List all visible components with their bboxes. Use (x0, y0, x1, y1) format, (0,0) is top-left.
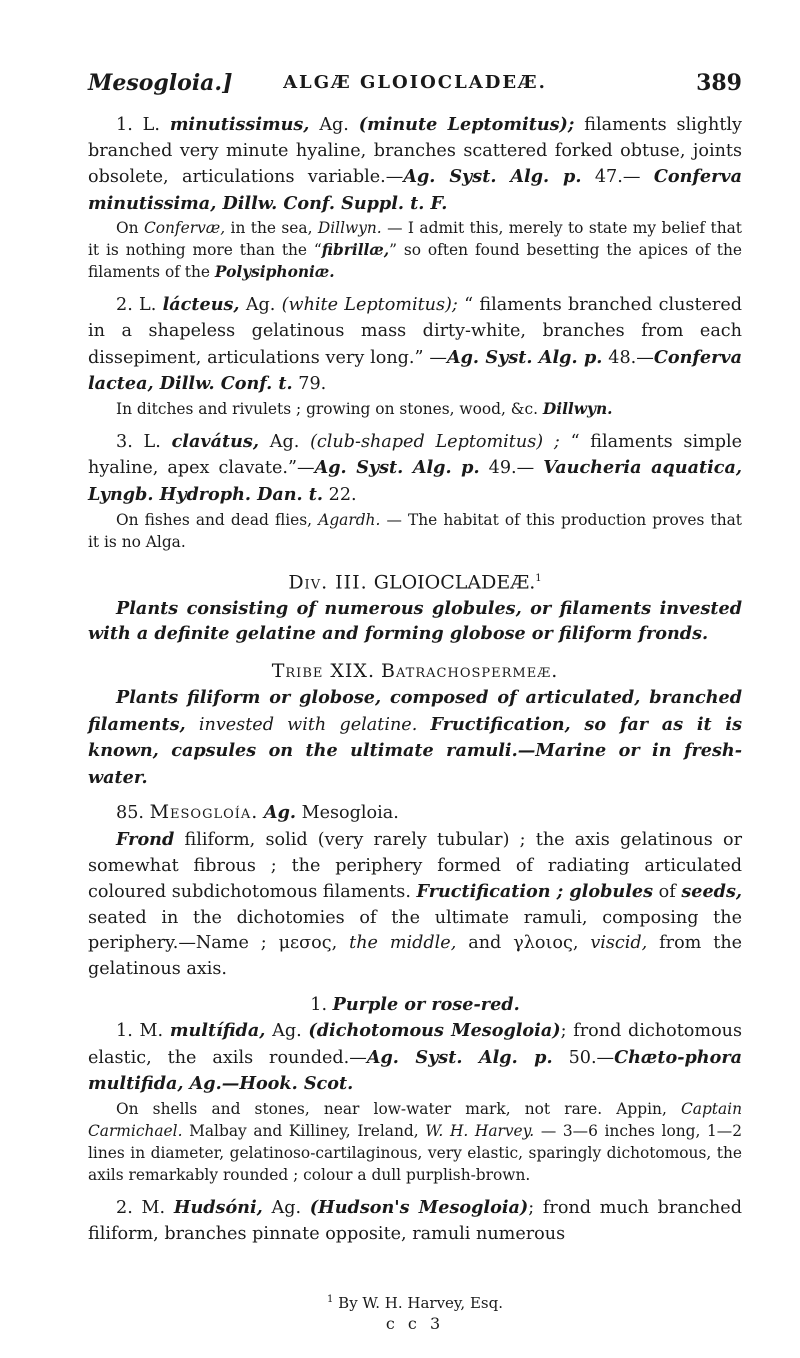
division-heading: Div. III. GLOIOCLADEÆ.$^1$ (288, 570, 542, 593)
species-hudsoni: 2. M. Hudsóni, Ag. (Hudson's Mesogloia); frond much branched filiform, branches pinnate opposite, ramuli numerous (88, 1196, 742, 1244)
footnote-mark: 1 (327, 1294, 334, 1305)
tribe-heading: Tribe XIX. Batrachospermeæ. (271, 660, 559, 683)
page-body (88, 112, 742, 1247)
entry-leptomitus-minutissimus: 1. L. minutissimus, Ag. (minute Leptomitus); filaments slightly branched very minute hyaline, branches scattered forked obtuse, joints obsolete, articulations variable.—Ag. Syst. Alg. p. 47.— Conferva minutissima, Dillw. Conf. Suppl. t. F. (88, 114, 743, 214)
section-heading: 1. Purple or rose-red. (310, 993, 520, 1015)
footnote-marker: 1 (535, 572, 542, 584)
page-number: 389 (696, 70, 742, 96)
entry-note: On fishes and dead flies, Agardh. — The habitat of this production proves that it is no Alga. (88, 510, 742, 551)
entry-leptomitus-lacteus: 2. L. lácteus, Ag. (white Leptomitus); “ filaments branched clustered in a shapeless gelatinous mass dirty-white, branches from each dissepiment, articulations very long.” —Ag. Syst. Alg. p. 48.—Conferva lactea, Dillw. Conf. t. 79. (88, 294, 743, 395)
footnote-text: By W. H. Harvey, Esq. (338, 1294, 503, 1312)
tribe-description: Plants filiform or globose, composed of articulated, branched filaments, invested with gelatine. Fructification, so far as it is known, capsules on the ultimate ramuli.—Marine or in fresh-water. (88, 687, 743, 788)
species-multifida: 1. M. multífida, Ag. (dichotomous Mesogloia); frond dichotomous elastic, the axils rounded.—Ag. Syst. Alg. p. 50.—Chæto-phora multifida, Ag.—Hook. Scot. (88, 1020, 743, 1095)
section-title: ALGÆ GLOIOCLADEÆ. (283, 72, 547, 93)
footnote (88, 1290, 742, 1313)
species-note: On shells and stones, near low-water mark, not rare. Appin, Captain Carmichael. Malbay and Killiney, Ireland, W. H. Harvey. — 3—6 inches long, 1—2 lines in diameter, gelatinoso-cartilaginous, very elastic, sparingly dichotomous, the axils remarkably rounded ; colour a dull purplish-brown. (88, 1099, 742, 1184)
signature-mark: c c 3 (385, 1314, 445, 1333)
genus-description: Frond filiform, solid (very rarely tubular) ; the axis gelatinous or somewhat fibrous ; the periphery formed of radiating articulated coloured subdichotomous filaments. Fructification ; globules of seeds, seated in the dichotomies of the ultimate ramuli, composing the periphery.—Name ; μεσος, the middle, and γλοιος, viscid, from the gelatinous axis. (88, 829, 743, 979)
entry-note: On Confervæ, in the sea, Dillwyn. — I admit this, merely to state my belief that it is nothing more than the “fibrillæ,” so often found besetting the apices of the filaments of the Polysiphoniæ. (88, 219, 742, 282)
division-description: Plants consisting of numerous globules, or filaments invested with a definite gelatine and forming globose or filiform fronds. (88, 597, 742, 645)
entry-note: In ditches and rivulets ; growing on stones, wood, &c. Dillwyn. (116, 399, 613, 418)
running-header (88, 70, 742, 104)
running-title: Mesogloia.] (88, 70, 233, 96)
entry-leptomitus-clavatus: 3. L. clavátus, Ag. (club-shaped Leptomitus) ; “ filaments simple hyaline, apex clavate.”—Ag. Syst. Alg. p. 49.— Vaucheria aquatica, Lyngb. Hydroph. Dan. t. 22. (88, 430, 743, 505)
genus-heading: 85. Mesogloía. Ag. Mesogloia. (116, 801, 399, 824)
